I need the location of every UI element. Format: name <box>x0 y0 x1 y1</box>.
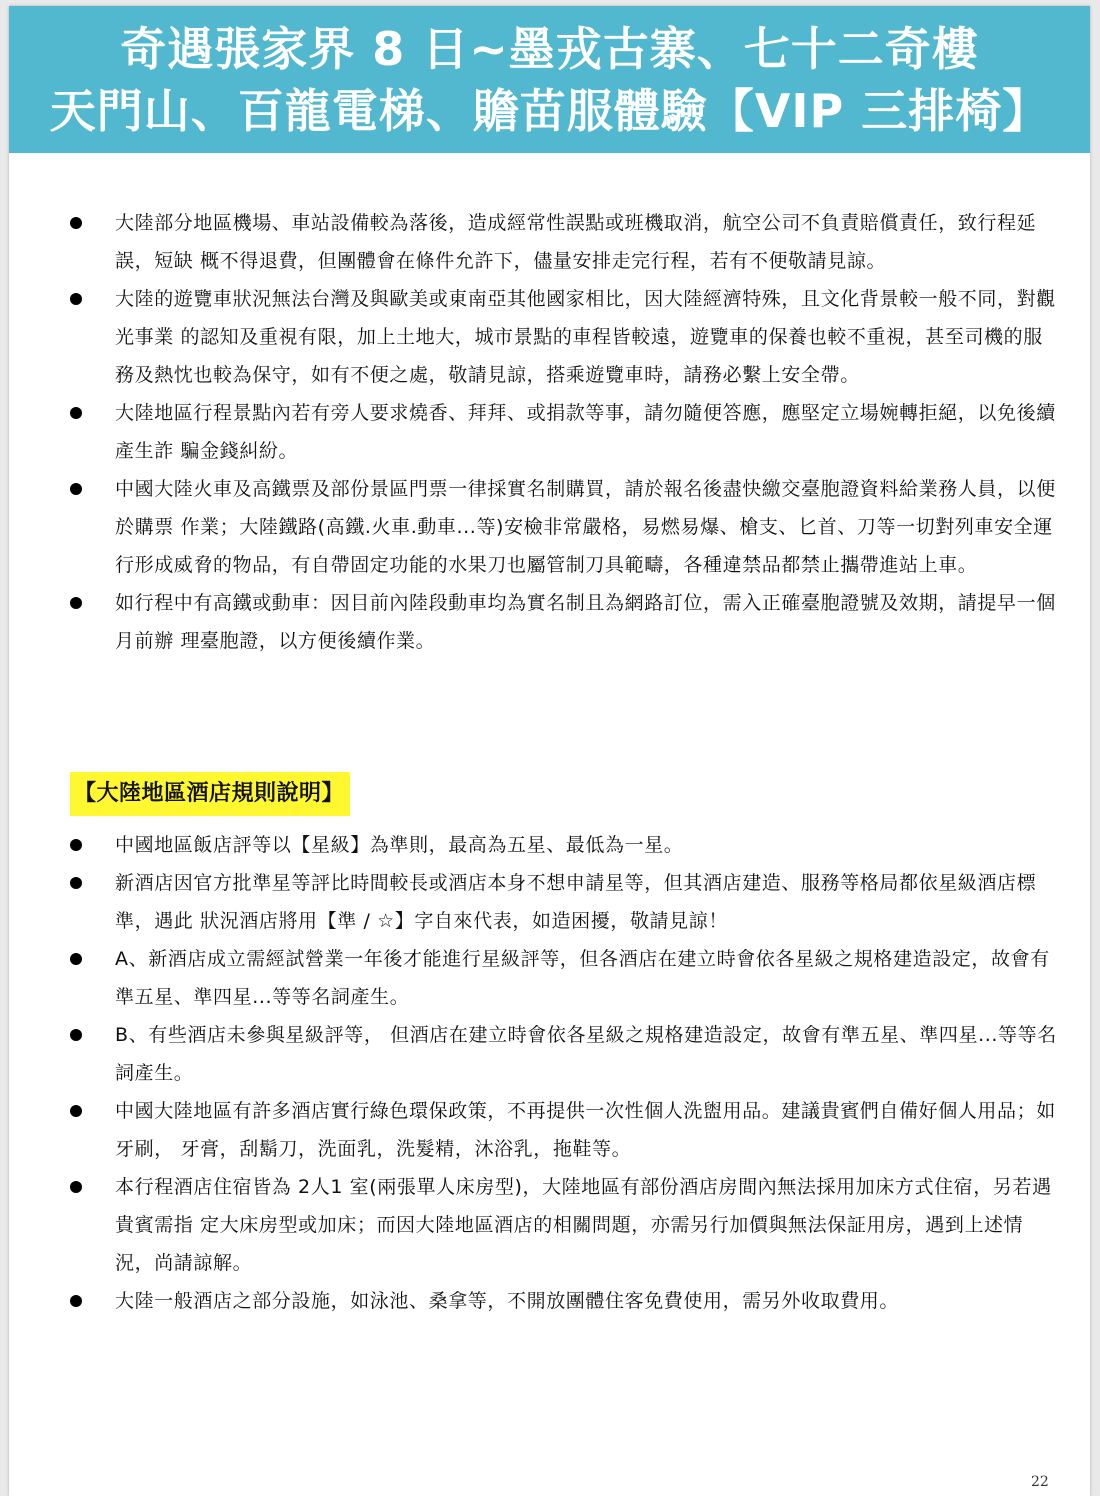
hotel-rules-heading: 【大陸地區酒店規則說明】 <box>70 772 350 816</box>
list-item-text: A、新酒店成立需經試營業一年後才能進行星級評等，但各酒店在建立時會依各星級之規格建造設定，故會有準五星、準四星...等等名詞產生。 <box>115 948 1050 1008</box>
list-item-text: 大陸的遊覽車狀況無法台灣及與歐美或東南亞其他國家相比，因大陸經濟特殊，且文化背景較一般不同，對觀光事業 的認知及重視有限，加上土地大，城市景點的車程皆較遠，遊覽車的保養也較不重視，甚至司機的服務及熱忱也較為保守，如有不便之處，敬請見諒，搭乘遊覽車時，請務必繫上安全帶。 <box>115 288 1056 386</box>
list-item <box>9 826 1090 864</box>
bullet-icon <box>70 839 82 851</box>
list-item <box>9 1168 1090 1282</box>
bullet-icon <box>70 953 82 965</box>
list-item <box>9 204 1090 280</box>
list-item-text: 如行程中有高鐵或動車：因目前內陸段動車均為實名制且為網路訂位，需入正確臺胞證號及效期，請提早一個月前辦 理臺胞證，以方便後續作業。 <box>115 592 1056 652</box>
list-item <box>9 864 1090 940</box>
list-item <box>9 940 1090 1016</box>
bullet-icon <box>70 1295 82 1307</box>
list-item <box>9 470 1090 584</box>
bullet-icon <box>70 1029 82 1041</box>
tour-title-line-2: 天門山、百龍電梯、贍苗服體驗【VIP 三排椅】 <box>49 84 1050 138</box>
bullet-icon <box>70 293 82 305</box>
title-banner <box>9 6 1090 153</box>
document-page <box>9 6 1090 1496</box>
list-item-text: 大陸部分地區機場、車站設備較為落後，造成經常性誤點或班機取消，航空公司不負責賠償責任，致行程延誤，短缺 概不得退費，但團體會在條件允許下，儘量安排走完行程，若有不便敬請見諒。 <box>115 212 1037 272</box>
list-item <box>9 1016 1090 1092</box>
bullet-icon <box>70 217 82 229</box>
hotel-rules-list <box>9 826 1090 1320</box>
bullet-icon <box>70 1181 82 1193</box>
list-item <box>9 394 1090 470</box>
page-number: 22 <box>1031 1474 1049 1490</box>
bullet-icon <box>70 483 82 495</box>
list-item-text: 大陸地區行程景點內若有旁人要求燒香、拜拜、或捐款等事，請勿隨便答應，應堅定立場婉轉拒絕，以免後續產生詐 騙金錢糾紛。 <box>115 402 1056 462</box>
list-item-text: 新酒店因官方批準星等評比時間較長或酒店本身不想申請星等，但其酒店建造、服務等格局都依星級酒店標準，遇此 狀況酒店將用【準 / ☆】字自來代表，如造困擾，敬請見諒！ <box>115 872 1037 932</box>
list-item-text: 中國大陸地區有許多酒店實行綠色環保政策，不再提供一次性個人洗盥用品。建議貴賓們自備好個人用品；如牙刷， 牙膏，刮鬍刀，洗面乳，洗髮精，沐浴乳，拖鞋等。 <box>115 1100 1056 1160</box>
list-item-text: 中國大陸火車及高鐵票及部份景區門票一律採實名制購買，請於報名後盡快繳交臺胞證資料給業務人員，以便於購票 作業；大陸鐵路(高鐵.火車.動車...等)安檢非常嚴格，易燃易爆、槍支、匕首、刀等一切對列車安全運行形成威脅的物品，有自帶固定功能的水果刀也屬管制刀具範疇，各種違禁品都禁止攜帶進站上車。 <box>115 478 1056 576</box>
list-item-text: 大陸一般酒店之部分設施，如泳池、桑拿等，不開放團體住客免費使用，需另外收取費用。 <box>115 1290 900 1312</box>
travel-notes-list <box>9 204 1090 660</box>
bullet-icon <box>70 597 82 609</box>
list-item <box>9 584 1090 660</box>
list-item <box>9 1282 1090 1320</box>
list-item <box>9 280 1090 394</box>
list-item-text: 中國地區飯店評等以【星級】為準則，最高為五星、最低為一星。 <box>115 834 684 856</box>
bullet-icon <box>70 407 82 419</box>
bullet-icon <box>70 877 82 889</box>
bullet-icon <box>70 1105 82 1117</box>
list-item-text: 本行程酒店住宿皆為 2人1 室(兩張單人床房型)，大陸地區有部份酒店房間內無法採用加床方式住宿，另若遇貴賓需指 定大床房型或加床；而因大陸地區酒店的相關問題，亦需另行加價與無法保証用房，遇到上述情況，尚請諒解。 <box>115 1176 1052 1274</box>
list-item <box>9 1092 1090 1168</box>
tour-title-line-1: 奇遇張家界 8 日~墨戎古寨、七十二奇樓 <box>120 22 979 76</box>
list-item-text: B、有些酒店未參與星級評等， 但酒店在建立時會依各星級之規格建造設定，故會有準五星、準四星...等等名詞產生。 <box>115 1024 1057 1084</box>
